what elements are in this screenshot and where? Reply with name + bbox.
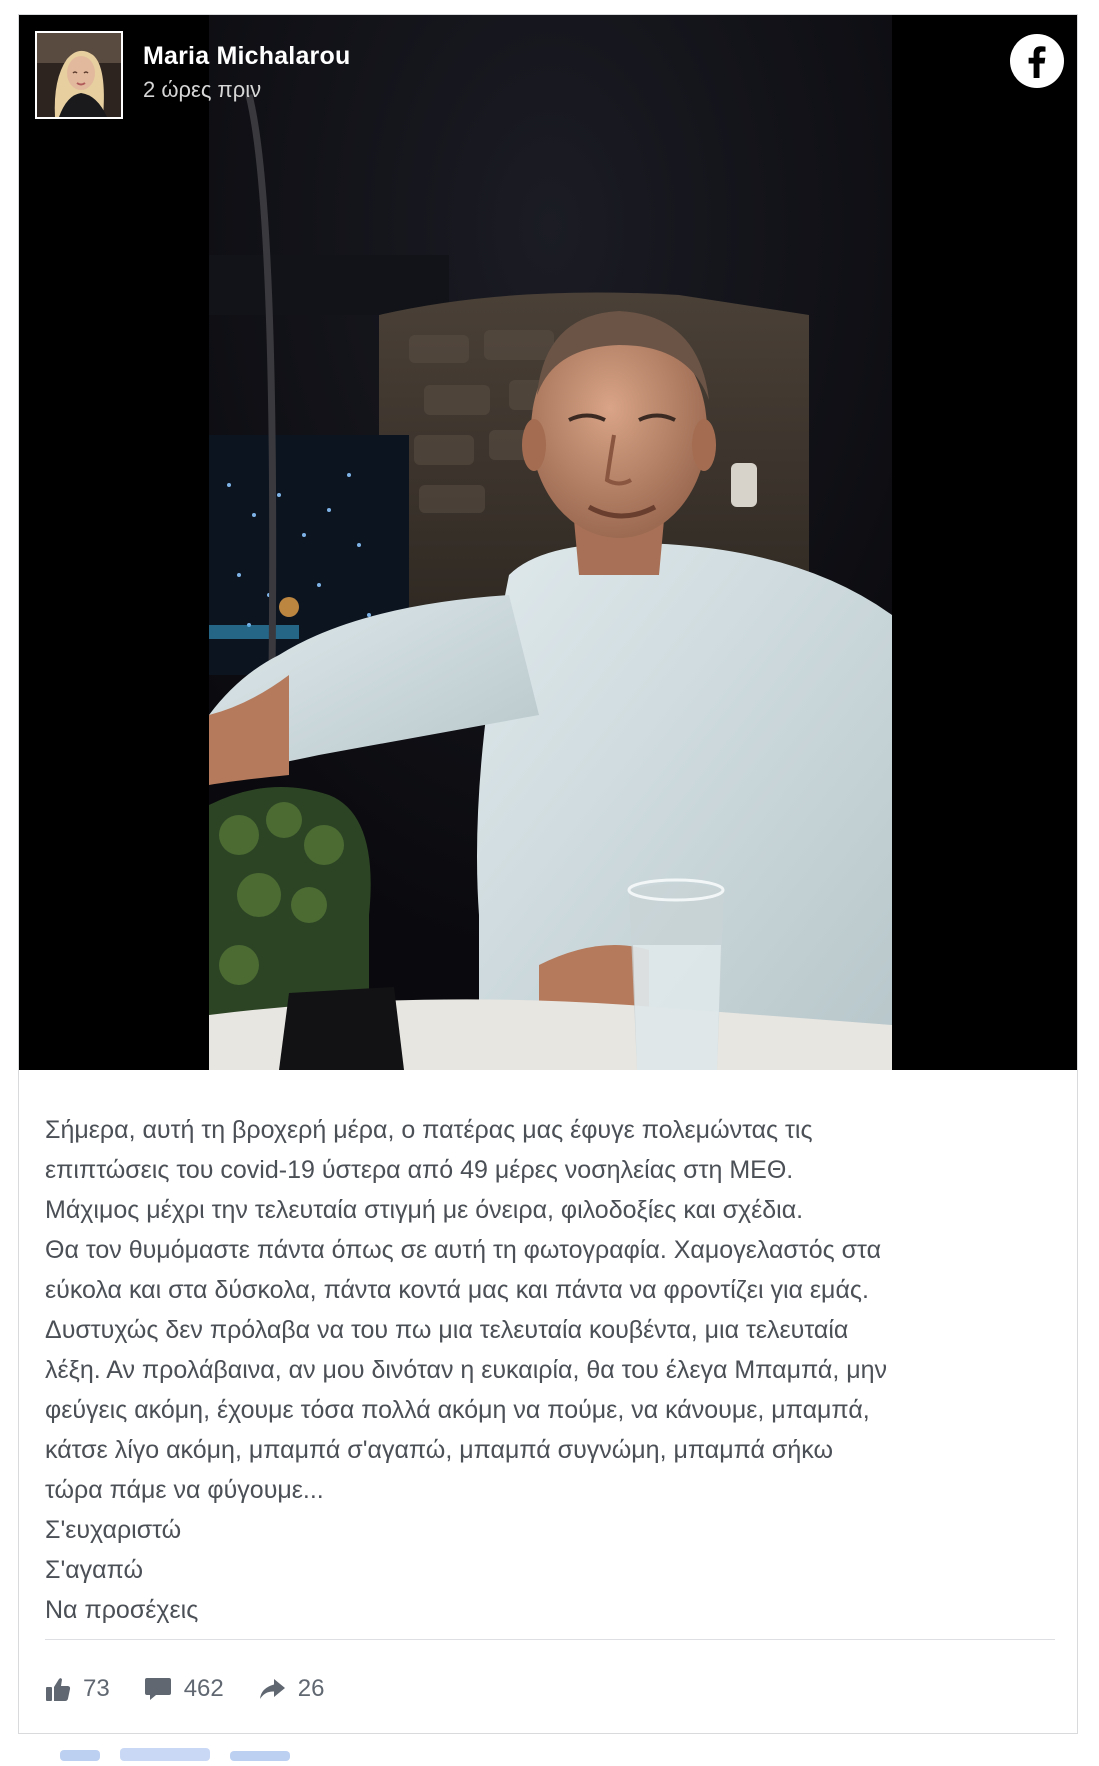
share-count: 26 (297, 1675, 325, 1702)
post-text-line: Να προσέχεις (45, 1596, 199, 1624)
post-text-line: εύκολα και στα δύσκολα, πάντα κοντά μας και πάντα να φροντίζει για εμάς. (45, 1276, 869, 1304)
next-content-peek (60, 1746, 360, 1761)
like-count: 73 (83, 1675, 110, 1702)
post-text-line: Θα τον θυμόμαστε πάντα όπως σε αυτή τη φωτογραφία. Χαμογελαστός στα (45, 1236, 882, 1264)
post-text-line: Σ'αγαπώ (45, 1556, 144, 1584)
post-text-line: Σήμερα, αυτή τη βροχερή μέρα, ο πατέρας μας έφυγε πολεμώντας τις (45, 1116, 813, 1144)
post-text-line: κάτσε λίγο ακόμη, μπαμπά σ'αγαπώ, μπαμπά συγνώμη, μπαμπά σήκω (45, 1436, 833, 1464)
author-name[interactable]: Maria Michalarou (143, 42, 351, 70)
post-text-line: επιπτώσεις του covid-19 ύστερα από 49 μέρες νοσηλείας στη ΜΕΘ. (45, 1156, 794, 1184)
post-text-line: φεύγεις ακόμη, έχουμε τόσα πολλά ακόμη να πούμε, να κάνουμε, μπαμπά, (45, 1396, 870, 1424)
post-photo[interactable] (209, 15, 892, 1070)
post-text-line: Σ'ευχαριστώ (45, 1516, 182, 1544)
post-text-line: Δυστυχώς δεν πρόλαβα να του πω μια τελευταία κουβέντα, μια τελευταία (45, 1316, 849, 1344)
facebook-post-card (18, 14, 1078, 1734)
post-text-line: λέξη. Αν προλάβαινα, αν μου δινόταν η ευκαιρία, θα του έλεγα Μπαμπά, μην (45, 1356, 888, 1384)
avatar[interactable] (35, 31, 123, 119)
thumbs-up-icon (45, 1676, 71, 1702)
comment-action[interactable] (144, 1675, 224, 1703)
share-action[interactable] (258, 1675, 325, 1703)
facebook-logo-icon[interactable] (1009, 33, 1065, 89)
comment-icon (144, 1676, 172, 1702)
post-header (35, 31, 350, 123)
post-text-line: τώρα πάμε να φύγουμε... (45, 1476, 324, 1504)
comment-count: 462 (183, 1675, 224, 1702)
post-text (45, 1110, 1055, 1630)
post-text-line: Μάχιμος μέχρι την τελευταία στιγμή με όνειρα, φιλοδοξίες και σχέδια. (45, 1196, 804, 1224)
post-time[interactable]: 2 ώρες πριν (143, 77, 262, 102)
post-actions-bar (45, 1675, 358, 1703)
like-action[interactable] (45, 1675, 110, 1703)
divider (45, 1639, 1055, 1640)
post-photo-area (19, 15, 1078, 1070)
share-arrow-icon (258, 1677, 286, 1701)
